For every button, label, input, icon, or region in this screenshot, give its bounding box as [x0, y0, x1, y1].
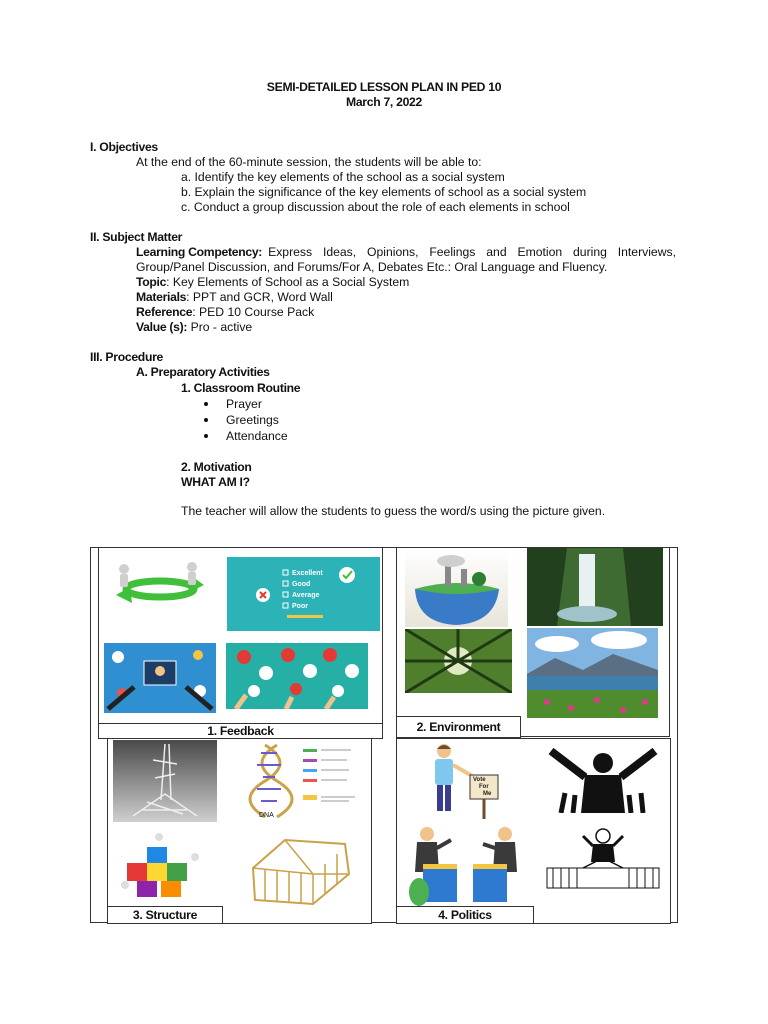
rating-average: Average	[292, 592, 320, 599]
reference-line	[136, 305, 314, 320]
value-text: Pro - active	[187, 320, 253, 334]
objectives-intro: At the end of the 60-minute session, the students will be able to:	[136, 155, 482, 169]
vote-sign-line-3: Me	[483, 791, 492, 797]
caption-feedback: 1. Feedback	[98, 723, 383, 739]
page-date: March 7, 2022	[345, 95, 423, 109]
topic-text: : Key Elements of School as a Social System	[166, 275, 410, 289]
instruction-text: The teacher will allow the students to guess the word/s using the picture given.	[181, 504, 606, 518]
caption-structure: 3. Structure	[107, 906, 223, 924]
topic-label: Topic	[136, 275, 167, 289]
debate-image	[403, 822, 529, 906]
feedback-thumbs-image	[226, 643, 368, 709]
mountain-lake-image	[527, 628, 658, 718]
routine-item-prayer: Prayer	[226, 397, 262, 411]
feedback-rating-image	[227, 557, 380, 631]
reference-label: Reference	[136, 305, 193, 319]
earth-globe-image	[405, 549, 508, 627]
topic-line	[136, 275, 409, 290]
wooden-frame-image	[245, 834, 357, 910]
competency-line-1	[136, 245, 676, 260]
page-title: SEMI-DETAILED LESSON PLAN IN PED 10	[266, 80, 502, 94]
rating-excellent: Excellent	[292, 570, 323, 577]
dna-label: DNA	[259, 812, 274, 819]
vote-sign-line-1: Vote	[473, 777, 486, 783]
competency-text-2: Group/Panel Discussion, and Forums/For A, Debates Etc.: Oral Language and Fluency.	[136, 260, 608, 274]
rating-good: Good	[292, 581, 311, 588]
bullet-icon	[204, 434, 208, 438]
abstract-structure-image	[113, 740, 217, 822]
objective-c: c. Conduct a group discussion about the role of each elements in school	[181, 200, 570, 214]
rating-options	[292, 568, 323, 612]
competency-text-1: Express Ideas, Opinions, Feelings and Emotion during Interviews,	[268, 245, 676, 259]
bullet-icon	[204, 418, 208, 422]
routine-item-greetings: Greetings	[226, 413, 279, 427]
procedure-heading: III. Procedure	[90, 350, 164, 364]
preparatory-heading: A. Preparatory Activities	[136, 365, 270, 379]
dna-image	[243, 743, 367, 822]
vote-for-me-image	[418, 741, 500, 821]
routine-heading: 1. Classroom Routine	[181, 381, 301, 395]
subject-matter-heading: II. Subject Matter	[90, 230, 183, 244]
rating-poor: Poor	[292, 603, 308, 610]
materials-text: : PPT and GCR, Word Wall	[186, 290, 333, 304]
materials-line	[136, 290, 333, 305]
forest-canopy-image	[405, 629, 512, 693]
feedback-people-arrows-image	[104, 555, 216, 633]
objective-b: b. Explain the significance of the key elements of school as a social system	[181, 185, 587, 199]
caption-environment: 2. Environment	[396, 716, 521, 738]
what-am-i-heading: WHAT AM I?	[181, 475, 250, 489]
motivation-heading: 2. Motivation	[181, 460, 252, 474]
competency-label: Learning Competency:	[136, 245, 263, 259]
capitol-speaker-image	[543, 822, 663, 892]
waterfall-image	[527, 548, 663, 626]
bullet-icon	[204, 402, 208, 406]
caption-politics: 4. Politics	[396, 906, 534, 924]
crowd-leader-image	[541, 743, 664, 813]
puzzle-people-image	[115, 829, 205, 907]
value-label: Value (s):	[136, 320, 188, 334]
value-line	[136, 320, 252, 335]
objective-a: a. Identify the key elements of the school as a social system	[181, 170, 505, 184]
routine-item-attendance: Attendance	[226, 429, 288, 443]
objectives-heading: I. Objectives	[90, 140, 158, 154]
vote-sign-text	[473, 777, 491, 798]
vote-sign-line-2: For	[479, 784, 489, 790]
materials-label: Materials	[136, 290, 187, 304]
reference-text: : PED 10 Course Pack	[192, 305, 315, 319]
feedback-social-media-image	[104, 643, 216, 713]
